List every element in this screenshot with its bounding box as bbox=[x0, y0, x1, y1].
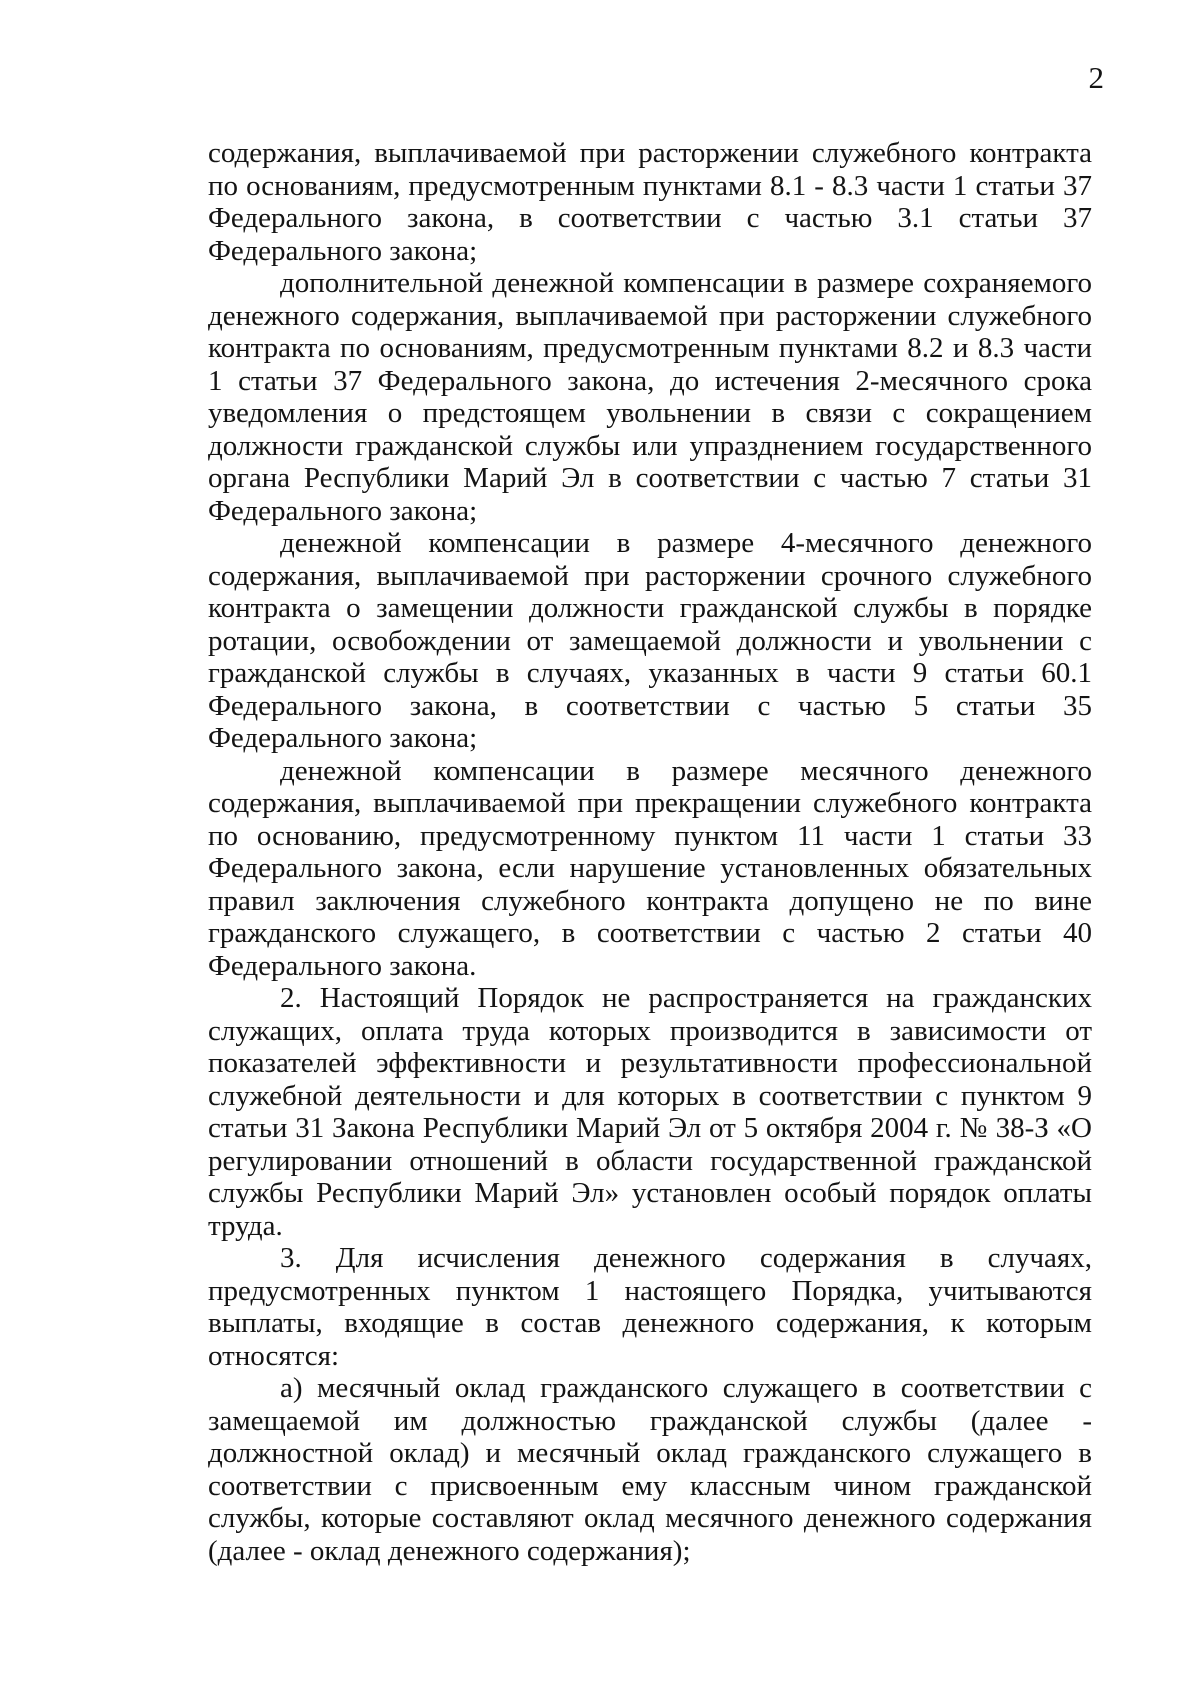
paragraph-section-3: 3. Для исчисления денежного содержания в случаях, предусмотренных пунктом 1 настоящего Порядка, учитываются выплаты, входящие в состав денежного содержания, к которым относятся: bbox=[208, 1242, 1092, 1372]
paragraph-monthly-compensation: денежной компенсации в размере месячного денежного содержания, выплачиваемой при прекращении служебного контракта по основанию, предусмотренному пунктом 11 части 1 статьи 33 Федерального закона, если нарушение установленных обязательных правил заключения служебного контракта допущено не по вине гражданского служащего, в соответствии с частью 2 статьи 40 Федерального закона. bbox=[208, 754, 1092, 982]
document-body bbox=[208, 137, 1092, 1567]
paragraph-item-a: а) месячный оклад гражданского служащего в соответствии с замещаемой им должностью гражданской службы (далее - должностной оклад) и месячный оклад гражданского служащего в соответствии с присвоенным ему классным чином гражданской службы, которые составляют оклад месячного денежного содержания (далее - оклад денежного содержания); bbox=[208, 1372, 1092, 1567]
paragraph-additional-compensation: дополнительной денежной компенсации в размере сохраняемого денежного содержания, выплачиваемой при расторжении служебного контракта по основаниям, предусмотренным пунктами 8.2 и 8.3 части 1 статьи 37 Федерального закона, до истечения 2-месячного срока уведомления о предстоящем увольнении в связи с сокращением должности гражданской службы или упразднением государственного органа Республики Марий Эл в соответствии с частью 7 статьи 31 Федерального закона; bbox=[208, 267, 1092, 527]
paragraph-four-month-compensation: денежной компенсации в размере 4-месячного денежного содержания, выплачиваемой при расторжении срочного служебного контракта о замещении должности гражданской службы в порядке ротации, освобождении от замещаемой должности и увольнении с гражданской службы в случаях, указанных в части 9 статьи 60.1 Федерального закона, в соответствии с частью 5 статьи 35 Федерального закона; bbox=[208, 527, 1092, 754]
paragraph-continuation: содержания, выплачиваемой при расторжении служебного контракта по основаниям, предусмотренным пунктами 8.1 - 8.3 части 1 статьи 37 Федерального закона, в соответствии с частью 3.1 статьи 37 Федерального закона; bbox=[208, 137, 1092, 267]
paragraph-section-2: 2. Настоящий Порядок не распространяется на гражданских служащих, оплата труда которых производится в зависимости от показателей эффективности и результативности профессиональной служебной деятельности и для которых в соответствии с пунктом 9 статьи 31 Закона Республики Марий Эл от 5 октября 2004 г. № 38-З «О регулировании отношений в области государственной гражданской службы Республики Марий Эл» установлен особый порядок оплаты труда. bbox=[208, 982, 1092, 1242]
page-number: 2 bbox=[1088, 60, 1104, 95]
